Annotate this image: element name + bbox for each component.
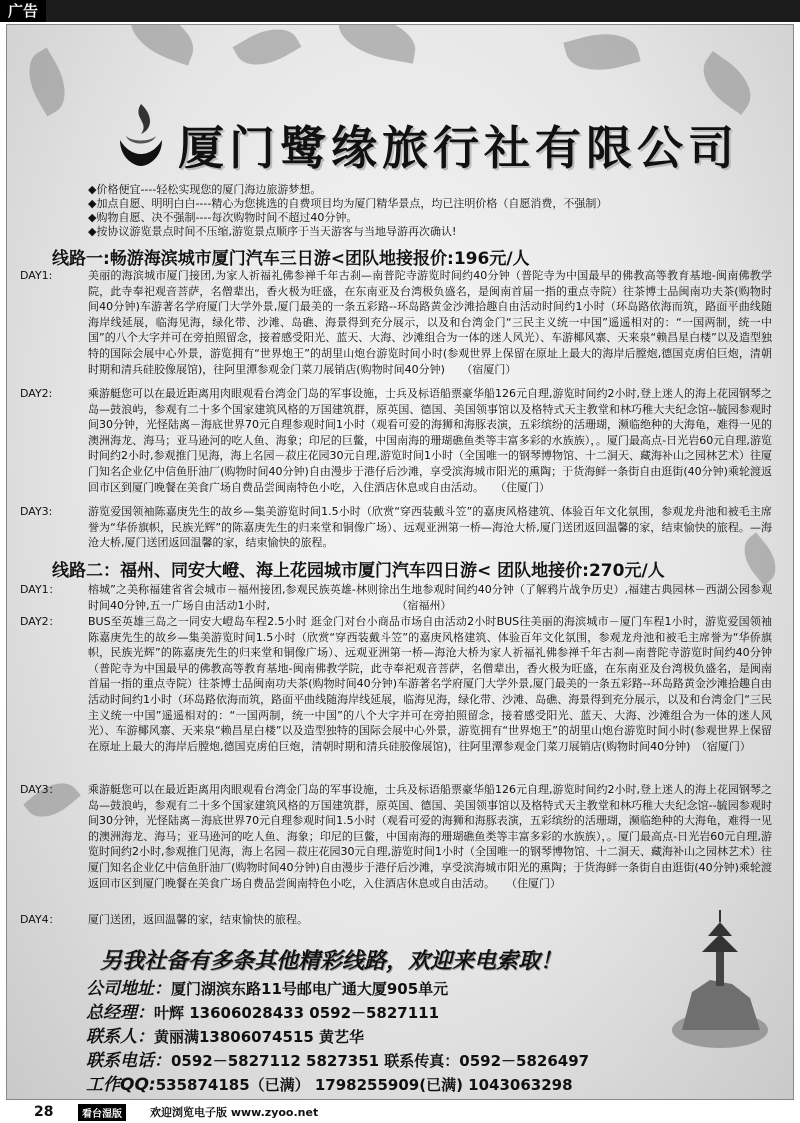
website-link[interactable]: 欢迎浏览电子版 www.zyoo.net [150,1106,319,1119]
route-2-title [52,556,772,581]
itinerary-day [20,912,772,928]
contact-manager [86,998,439,1023]
contact-key: 联系电话： [86,1051,171,1071]
itinerary-day [20,504,772,551]
contact-value: 535874185（已满） 1798255909(已满) 1043063298 [155,1076,573,1094]
contact-key: 总经理： [86,1003,154,1023]
ad-tag: 广告 [0,0,46,22]
itinerary-day [20,614,772,754]
leaf-decoration [334,24,420,64]
day-label: DAY1： [20,583,60,596]
intro-item: ◆购物自愿、决不强制----每次购物时间不超过40分钟。 [88,211,358,224]
day-text: 厦门送团，返回温馨的家，结束愉快的旅程。 [88,913,308,926]
day-text: 榕城”之美称福建省省会城市－福州接团,参观民族英雄-林则徐出生地参观时间约40分钟（了解鸦片战争历史）,福建古典园林－西湖公园参观时间40分钟,五一广场自由活动1小时, （宿福州） [88,583,772,612]
route-title-text: 线路二：福州、同安大嶝、海上花园城市厦门汽车四日游< 团队地接价: [52,561,589,581]
page-number: 28 [34,1104,54,1120]
leaf-decoration [563,25,640,80]
route-title-text: 线路一:畅游海滨城市厦门汽车三日游<团队地接报价: [52,249,454,269]
magazine-badge: 看台湿版 [78,1104,126,1121]
day-label: DAY3： [20,783,60,796]
contact-key: 公司地址： [86,979,171,999]
itinerary-day [20,582,772,613]
contact-value: 叶辉 13606028433 0592－5827111 [154,1004,440,1022]
contact-qq [86,1070,573,1095]
day-label: DAY2： [20,615,60,628]
itinerary-day [20,268,772,377]
contact-phone-fax [86,1046,589,1071]
day-text: 乘游艇您可以在最近距离用肉眼观看台湾金门岛的军事设施，士兵及标语船票豪华船126元自理,游览时间约2小时,登上迷人的海上花园钢琴之岛—鼓浪屿，参观有二十多个国家建筑风格的万国建筑群，原英国、德国、美国领事馆以及格特式天主教堂和林巧稚大夫纪念馆--毓园参观时间30分钟，光怪陆离－海底世界70元自理参观时间1.5小时（观看可爱的海狮和海豚表演，五彩缤纷的活珊瑚，濒临绝种的大海龟，难得一见的澳洲海龙、海马；亚马逊河的吃人鱼、海象；印尼的巨鳖，中国南海的珊瑚礁鱼类等丰富多彩的水族族），。厦门最高点-日光岩60元自理,游览时间约2小时,参观推门见海，海上名园－菽庄花园30元自理,游览时间1小时（全国唯一的钢琴博物馆、十二洞天、藏海补山之园林艺术）往厦门知名企业亿中信鱼肝油厂(购物时间40分钟)自由漫步于港仔后沙滩，享受滨海城市阳光的熏陶；于货海鲜一条街自由逛街(40分钟)乘轮渡返回市区到厦门晚餐在美食广场自费品尝闽南特色小吃，入住酒店休息或自由活动。 （住厦门） [88,783,772,890]
leaf-decoration [122,24,201,66]
itinerary-day [20,386,772,495]
contact-value: 黄丽满13806074515 黄艺华 [154,1028,365,1046]
day-label: DAY2: [20,387,53,400]
leaf-decoration [233,24,302,77]
day-label: DAY1: [20,269,53,282]
day-text: 美丽的海滨城市厦门接团,为家人祈福礼佛参禅千年古刹—南普陀寺游览时间约40分钟（普陀寺为中国最早的佛教高等教育基地-闽南佛教学院，此寺奉祀观音菩萨，名僧辈出，香火极为旺盛，在东南亚及台湾极负盛名，是闽南首届一指的重点寺院）往茶博士品闽南功夫茶(购物时间40分钟)车游著名学府厦门大学外景,厦门最美的一条五彩路--环岛路黄金沙滩拾趣自由活动时间约1小时（环岛路依海而筑，路面平曲线随海岸线延展，临海见海，绿化带、沙滩、岛礁、海景得到充分展示，以及和台湾金门“三民主义统一中国”遥遥相对的：“一国两制，统一中国”的八个大字并可在旁拍照留念，接着感受阳光、蓝天、大海、沙滩组合为一体的迷人风光）、车游椰风寨、天来泉“赖昌星白楼”以及造型独特的国际会展中心外景，游览拥有“世界炮王”的胡里山炮台游览时间小时(参观世界上保留在原址上最大的海岸后膛炮,德国克虏伯巨炮，清朝时期和清兵硅胶像展馆)，往阿里潭参观金门菜刀展销店(购物时间40分钟) （宿厦门） [88,269,772,376]
day-text: 乘游艇您可以在最近距离用肉眼观看台湾金门岛的军事设施，士兵及标语船票豪华船126元自理,游览时间约2小时,登上迷人的海上花园钢琴之岛—鼓浪屿，参观有二十多个国家建筑风格的万国建筑群，原英国、德国、美国领事馆以及格特式天主教堂和林巧稚大夫纪念馆--毓园参观时间30分钟，光怪陆离－海底世界70元自理参观时间1小时（观看可爱的海狮和海豚表演，五彩缤纷的活珊瑚，濒临绝种的大海龟，难得一见的澳洲海龙、海马；亚马逊河的吃人鱼、海象；印尼的巨鳖，中国南海的珊瑚礁鱼类等丰富多彩的水族族），。厦门最高点-日光岩60元自理,游览时间约2小时,参观推门见海，海上名园－菽庄花园30元自理,游览时间1小时（全国唯一的钢琴博物馆、十二洞天、藏海补山之园林艺术）往厦门知名企业亿中信鱼肝油厂(购物时间40分钟)自由漫步于港仔后沙滩，享受滨海城市阳光的熏陶；于货海鲜一条街自由逛街(40分钟)乘轮渡返回市区到厦门晚餐在美食广场自费品尝闽南特色小吃，入住酒店休息或自由活动。 （住厦门） [88,387,772,494]
intro-item: ◆价格便宜----轻松实现您的厦门海边旅游梦想。 [88,183,322,196]
day-text: BUS至英雄三岛之一同安大嶝岛车程2.5小时 逛金门对台小商品市场自由活动2小时BUS往美丽的海滨城市－厦门车程1小时，游览爱国领袖陈嘉庚先生的故乡—集美游览时间1.5小时（欣赏“穿西装戴斗笠”的嘉庚风格建筑、体验百年文化氛围，参观龙舟池和被毛主席誉为“华侨旗帜，民族光辉”的陈嘉庚先生的归来堂和铜像广场）、远观亚洲第一桥—海沧大桥为家人祈福礼佛参禅千年古刹—南普陀寺游览时间约40分钟（普陀寺为中国最早的佛教高等教育基地-闽南佛教学院，此寺奉祀观音菩萨，名僧辈出，香火极为旺盛，在东南亚及台湾极负盛名，是闽南首届一指的重点寺院）往茶博士品闽南功夫茶(购物时间40分钟)车游著名学府厦门大学外景,厦门最美的一条五彩路--环岛路黄金沙滩拾趣自由活动时间约1小时（环岛路依海而筑，路面平曲线随海岸线延展，临海见海，绿化带、沙滩、岛礁、海景得到充分展示，以及和台湾金门“三民主义统一中国”遥遥相对的：“一国两制，统一中国”的八个大字并可在旁拍照留念，接着感受阳光、蓝天、大海、沙滩组合为一体的迷人风光）、车游椰风寨、天来泉“赖昌星白楼”以及造型独特的国际会展中心外景，游览拥有“世界炮王”的胡里山炮台游览时间小时(参观世界上保留在原址上最大的海岸后膛炮,德国克虏伯巨炮，清朝时期和清兵硅胶像展馆)，往阿里潭参观金门菜刀展销店(购物时间40分钟) （宿厦门） [88,615,772,753]
route-price: 270元/人 [588,561,665,581]
contact-key: 联系人： [86,1027,154,1047]
intro-item: ◆按协议游览景点时间不压缩,游览景点顺序于当天游客与当地导游再次确认! [88,225,457,238]
contact-value: 0592－5827112 5827351 联系传真：0592－5826497 [171,1052,590,1070]
contact-key: 工作QQ: [86,1075,156,1095]
intro-list [88,183,748,239]
route-1-title [52,244,772,269]
route-price: 196元/人 [453,249,530,269]
company-logo-icon [112,100,170,170]
more-routes-slogan: 另我社备有多条其他精彩线路，欢迎来电索取！ [100,949,563,974]
leaf-decoration [17,48,76,117]
day-text: 游览爱国领袖陈嘉庚先生的故乡—集美游览时间1.5小时（欣赏“穿西装戴斗笠”的嘉庚风格建筑、体验百年文化氛围，参观龙舟池和被毛主席誉为“华侨旗帜，民族光辉”的陈嘉庚先生的归来堂和铜像广场）、远观亚洲第一桥—海沧大桥,厦门送团返回温馨的家，结束愉快的旅程。—海沧大桥,厦门送团返回温馨的家，结束愉快的旅程。 [88,505,772,550]
intro-item: ◆加点自愿、明明白白----精心为您挑选的自费项目均为厦门精华景点，均已注明价格（自愿消费，不强制） [88,197,608,210]
contact-value: 厦门湖滨东路11号邮电广通大厦905单元 [171,980,449,998]
day-label: DAY4： [20,913,60,926]
itinerary-day [20,782,772,891]
top-bar [0,0,800,22]
pavilion-icon [670,880,770,1050]
day-label: DAY3: [20,505,53,518]
leaf-decoration [692,51,762,115]
contact-person [86,1022,364,1047]
footer [0,1100,800,1123]
contact-address [86,974,448,999]
company-name: 厦门鹭缘旅行社有限公司 [178,121,739,175]
